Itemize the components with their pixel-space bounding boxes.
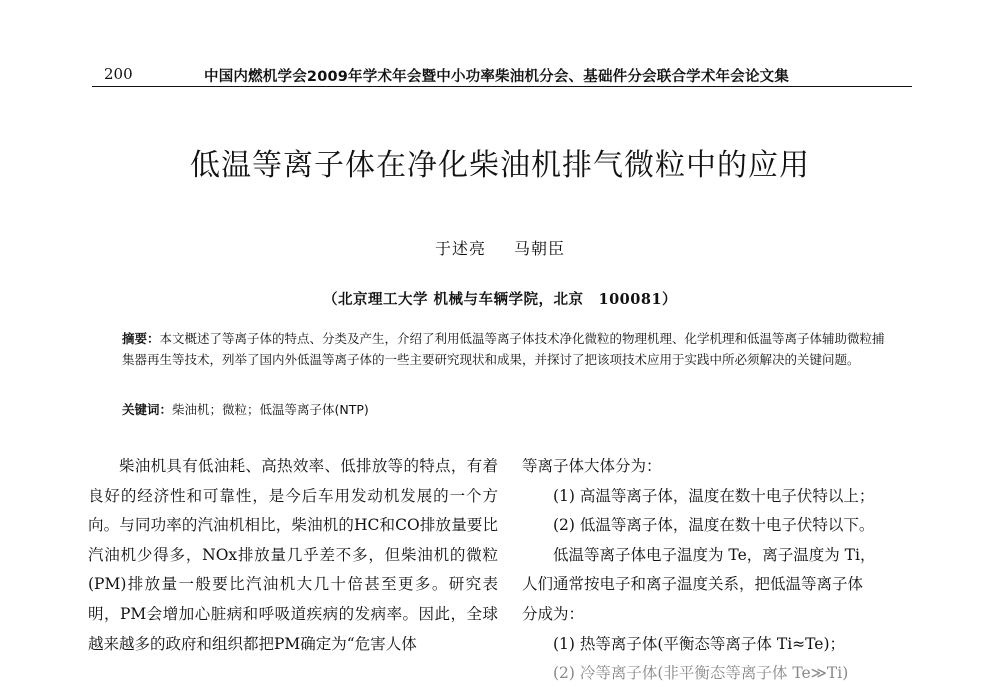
abstract-text: 本文概述了等离子体的特点、分类及产生，介绍了利用低温等离子体技术净化微粒的物理机理、化学机理和低温等离子体辅助微粒捕集器再生等技术，列举了国内外低温等离子体的一些主要研究现状和成果，并探讨了把该项技术应用于实践中所必须解决的关键问题。	[122, 331, 885, 367]
body-line: (2) 冷等离子体(非平衡态等离子体 Te≫Ti)	[553, 664, 849, 683]
body-line: 人们通常按电子和离子温度关系，把低温等离子体	[522, 575, 864, 594]
author-name: 于述亮	[434, 239, 486, 258]
affiliation: （北京理工大学 机械与车辆学院，北京 100081）	[322, 291, 678, 308]
body-line: (1) 热等离子体(平衡态等离子体 Ti≈Te)；	[553, 634, 845, 653]
page-number: 200	[104, 65, 133, 83]
body-line: (2) 低温等离子体，温度在数十电子伏特以下。	[553, 516, 875, 535]
keywords-label: 关键词：	[122, 402, 173, 417]
abstract	[122, 328, 892, 370]
body-line: 等离子体大体分为：	[522, 457, 662, 475]
article-title: 低温等离子体在净化柴油机排气微粒中的应用	[190, 148, 810, 183]
body-right-column	[522, 452, 922, 689]
author-name: 马朝臣	[514, 239, 566, 258]
keywords	[122, 400, 892, 418]
author-list	[0, 236, 1000, 259]
body-paragraph: 柴油机具有低油耗、高热效率、低排放等的特点，有着良好的经济性和可靠性，是今后车用发动机发展的一个方向。与同功率的汽油机相比，柴油机的HC和CO排放量要比汽油机少得多，NOx排放量几乎差不多，但柴油机的微粒(PM)排放量一般要比汽油机大几十倍甚至更多。研究表明，PM会增加心脏病和呼吸道疾病的发病率。因此，全球越来越多的政府和组织都把PM确定为“危害人体	[88, 457, 498, 653]
body-line: 低温等离子体电子温度为 Te，离子温度为 Ti，	[553, 545, 876, 564]
body-line: 分成为：	[522, 604, 585, 623]
journal-title: 中国内燃机学会2009年学术年会暨中小功率柴油机分会、基础件分会联合学术年会论文集	[204, 69, 790, 85]
running-header	[92, 62, 912, 87]
body-left-column	[88, 452, 498, 659]
keywords-text: 柴油机；微粒；低温等离子体(NTP)	[172, 402, 369, 417]
body-line: (1) 高温等离子体，温度在数十电子伏特以上；	[553, 486, 875, 505]
abstract-label: 摘要：	[122, 331, 160, 346]
